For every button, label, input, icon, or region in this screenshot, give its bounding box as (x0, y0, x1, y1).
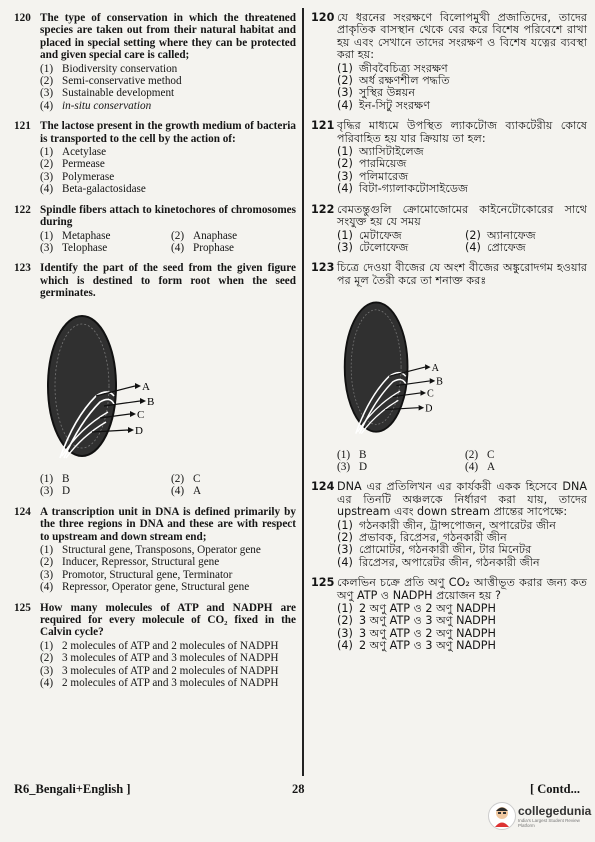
option: (1) Structural gene, Transposons, Operator gene (40, 543, 261, 556)
option: (4) ইন-সিটু সংরক্ষণ (337, 98, 430, 112)
brand-name: collegedunia (518, 804, 592, 818)
brand-logo-icon (488, 802, 516, 830)
footer-contd: [ Contd... (529, 782, 580, 796)
option: (2) অর্ধ রক্ষণশীল পদ্ধতি (337, 74, 450, 88)
question-text: The lactose present in the growth medium of bacteria is transported to the cell by the action of: (40, 120, 296, 145)
label-c: C (137, 408, 145, 421)
option: (2) অ্যানাফেজ (465, 228, 536, 242)
seed-figure (337, 295, 587, 444)
question-number: 120 (311, 11, 335, 24)
option: (4) in-situ conservation (40, 99, 152, 112)
option: (4) Beta-galactosidase (40, 183, 146, 196)
question-121-bn (311, 120, 587, 195)
question-120-bn (311, 12, 587, 112)
option: (4) A (171, 485, 202, 498)
option: (4) Prophase (171, 241, 235, 254)
option: (1) Biodiversity conservation (40, 62, 178, 75)
label-b: B (436, 376, 443, 388)
option: (2) Semi-conservative method (40, 75, 182, 88)
seed-diagram (40, 308, 180, 466)
footer-code: R6_Bengali+English ] (14, 782, 131, 796)
option: (2) C (465, 448, 495, 461)
question-121 (14, 120, 296, 195)
option: (1) 2 molecules of ATP and 2 molecules of NADPH (40, 639, 279, 652)
question-text: Spindle fibers attach to kinetochores of chromosomes during (40, 203, 296, 229)
question-number: 122 (311, 202, 335, 216)
question-text: The type of conservation in which the threatened species are taken out from their natural habitat and placed in special setting where they can be protected and given special care is called; (40, 12, 296, 62)
column-divider (302, 8, 304, 776)
label-d: D (425, 403, 433, 415)
question-text: How many molecules of ATP and NADPH are required for every molecule of CO₂ fixed in the Calvin cycle? (40, 601, 296, 639)
option: (4) A (465, 460, 496, 473)
option: (4) 2 molecules of ATP and 3 molecules of NADPH (40, 677, 279, 690)
question-text: যে ধরনের সংরক্ষণে বিলোপমুখী প্রজাতিদের, তাদের প্রাকৃতিক বাসস্থান থেকে বের করে বিশেষ পরিবেশে রাখা হয় এবং সেখানে তাদের সংরক্ষণ ও বিশেষ যত্নের ব্যবস্থা করা হয়: (337, 11, 587, 62)
question-number: 125 (311, 576, 335, 590)
option: (3) প্রোমোটর, গঠনকারী জীন, টার মিনেটর (337, 543, 532, 557)
option: (4) বিটা-গ্যালাকটোসাইডেজ (337, 182, 469, 196)
question-120 (14, 12, 296, 112)
question-number: 120 (14, 12, 31, 24)
question-text: বেমতন্তুগুলি ক্রোমোজোমের কাইনেটোকোরের সাথে সংযুক্ত হয় যে সময় (337, 202, 587, 229)
question-122 (14, 204, 296, 255)
brand-tagline: India's Largest Student Review Platform (518, 818, 580, 828)
option: (1) Metaphase (40, 229, 111, 242)
label-a: A (431, 362, 439, 374)
option: (1) Acetylase (40, 146, 107, 159)
option: (2) C (171, 472, 201, 485)
option: (2) Permease (40, 158, 105, 171)
option: (2) পারমিয়েজ (337, 157, 407, 171)
option: (1) B (337, 448, 367, 461)
option: (4) রিপ্রেসর, অপারেটর জীন, গঠনকারী জীন (337, 555, 540, 569)
brand-watermark (488, 800, 592, 830)
option: (4) 2 অণু ATP ও 3 অণু NADPH (337, 639, 496, 653)
question-number: 123 (311, 261, 335, 275)
option: (3) টেলোফেজ (337, 240, 409, 254)
question-number: 123 (14, 262, 31, 275)
label-c: C (426, 388, 434, 400)
option: (3) Polymerase (40, 170, 115, 183)
question-text: কেলভিন চক্রে প্রতি অণু CO₂ আত্তীভূত করার জন্য কত অণু ATP ও NADPH প্রয়োজন হয় ? (337, 576, 587, 602)
label-b: B (147, 395, 155, 408)
question-125-bn (311, 577, 587, 652)
question-text: চিত্রে দেওয়া বীজের যে অংশ বীজের অঙ্কুরোদগম হওয়ার পর মূল তৈরী করে তা শনাক্ত করঃ (337, 261, 587, 287)
question-number: 125 (14, 601, 31, 614)
question-124-bn (311, 481, 587, 569)
question-text: DNA এর প্রতিলিখন এর কার্যকরী একক হিসেবে DNA এর তিনটি অঞ্চলকে নির্ধারণ করা যায়, তাদের upstream এবং down stream প্রান্তের সাপেক্ষে: (337, 480, 587, 519)
option: (3) 3 অণু ATP ও 2 অণু NADPH (337, 626, 496, 640)
option: (3) সুস্থির উন্নয়ন (337, 86, 416, 100)
label-a: A (142, 380, 150, 393)
option: (3) Sustainable development (40, 87, 175, 100)
option: (2) 3 অণু ATP ও 3 অণু NADPH (337, 614, 496, 628)
option: (4) Repressor, Operator gene, Structural gene (40, 581, 250, 594)
question-123-bn (311, 262, 587, 473)
question-number: 124 (311, 480, 335, 494)
bengali-column (311, 12, 587, 661)
question-number: 121 (14, 120, 31, 133)
option: (3) 3 molecules of ATP and 2 molecules of NADPH (40, 664, 279, 677)
option: (2) Anaphase (171, 229, 238, 242)
question-122-bn (311, 204, 587, 255)
option: (3) D (337, 460, 368, 473)
option: (2) 3 molecules of ATP and 3 molecules of NADPH (40, 652, 279, 665)
option: (4) প্রোফেজ (465, 240, 526, 254)
option: (1) জীববৈচিত্র্য সংরক্ষণ (337, 61, 448, 75)
label-d: D (135, 424, 143, 437)
question-125 (14, 602, 296, 690)
question-123 (14, 262, 296, 497)
question-number: 124 (14, 505, 31, 518)
question-number: 122 (14, 203, 31, 216)
question-text: Identify the part of the seed from the given figure which is destined to form root when the seed germinates. (40, 262, 296, 300)
option: (3) D (40, 485, 71, 498)
option: (3) Telophase (40, 241, 108, 254)
option: (1) 2 অণু ATP ও 2 অণু NADPH (337, 602, 496, 615)
question-text: বৃদ্ধির মাধ্যমে উপস্থিত ল্যাকটোজ ব্যাকটেরীয় কোষে পরিবাহিত হয় যার ক্রিয়ায় তা হল: (337, 119, 587, 145)
option: (2) প্রভাবক, রিপ্রেসর, গঠনকারী জীন (337, 530, 507, 544)
option: (1) অ্যাসিটাইলেজ (337, 145, 424, 159)
question-text: A transcription unit in DNA is defined primarily by the three regions in DNA and these are with respect to upstream and down stream end; (40, 505, 296, 543)
option: (3) Promotor, Structural gene, Terminator (40, 568, 233, 581)
page-number: 28 (292, 782, 305, 796)
seed-diagram (337, 295, 467, 441)
question-number: 121 (311, 119, 335, 133)
english-column (14, 12, 296, 697)
option: (1) গঠনকারী জীন, ট্রান্সপোজন, অপারেটর জীন (337, 518, 556, 532)
option: (1) মেটাফেজ (337, 228, 402, 242)
option: (2) Inducer, Repressor, Structural gene (40, 556, 220, 569)
seed-figure (40, 308, 296, 469)
option: (1) B (40, 472, 70, 485)
option: (3) পলিমারেজ (337, 169, 409, 183)
question-124 (14, 506, 296, 594)
